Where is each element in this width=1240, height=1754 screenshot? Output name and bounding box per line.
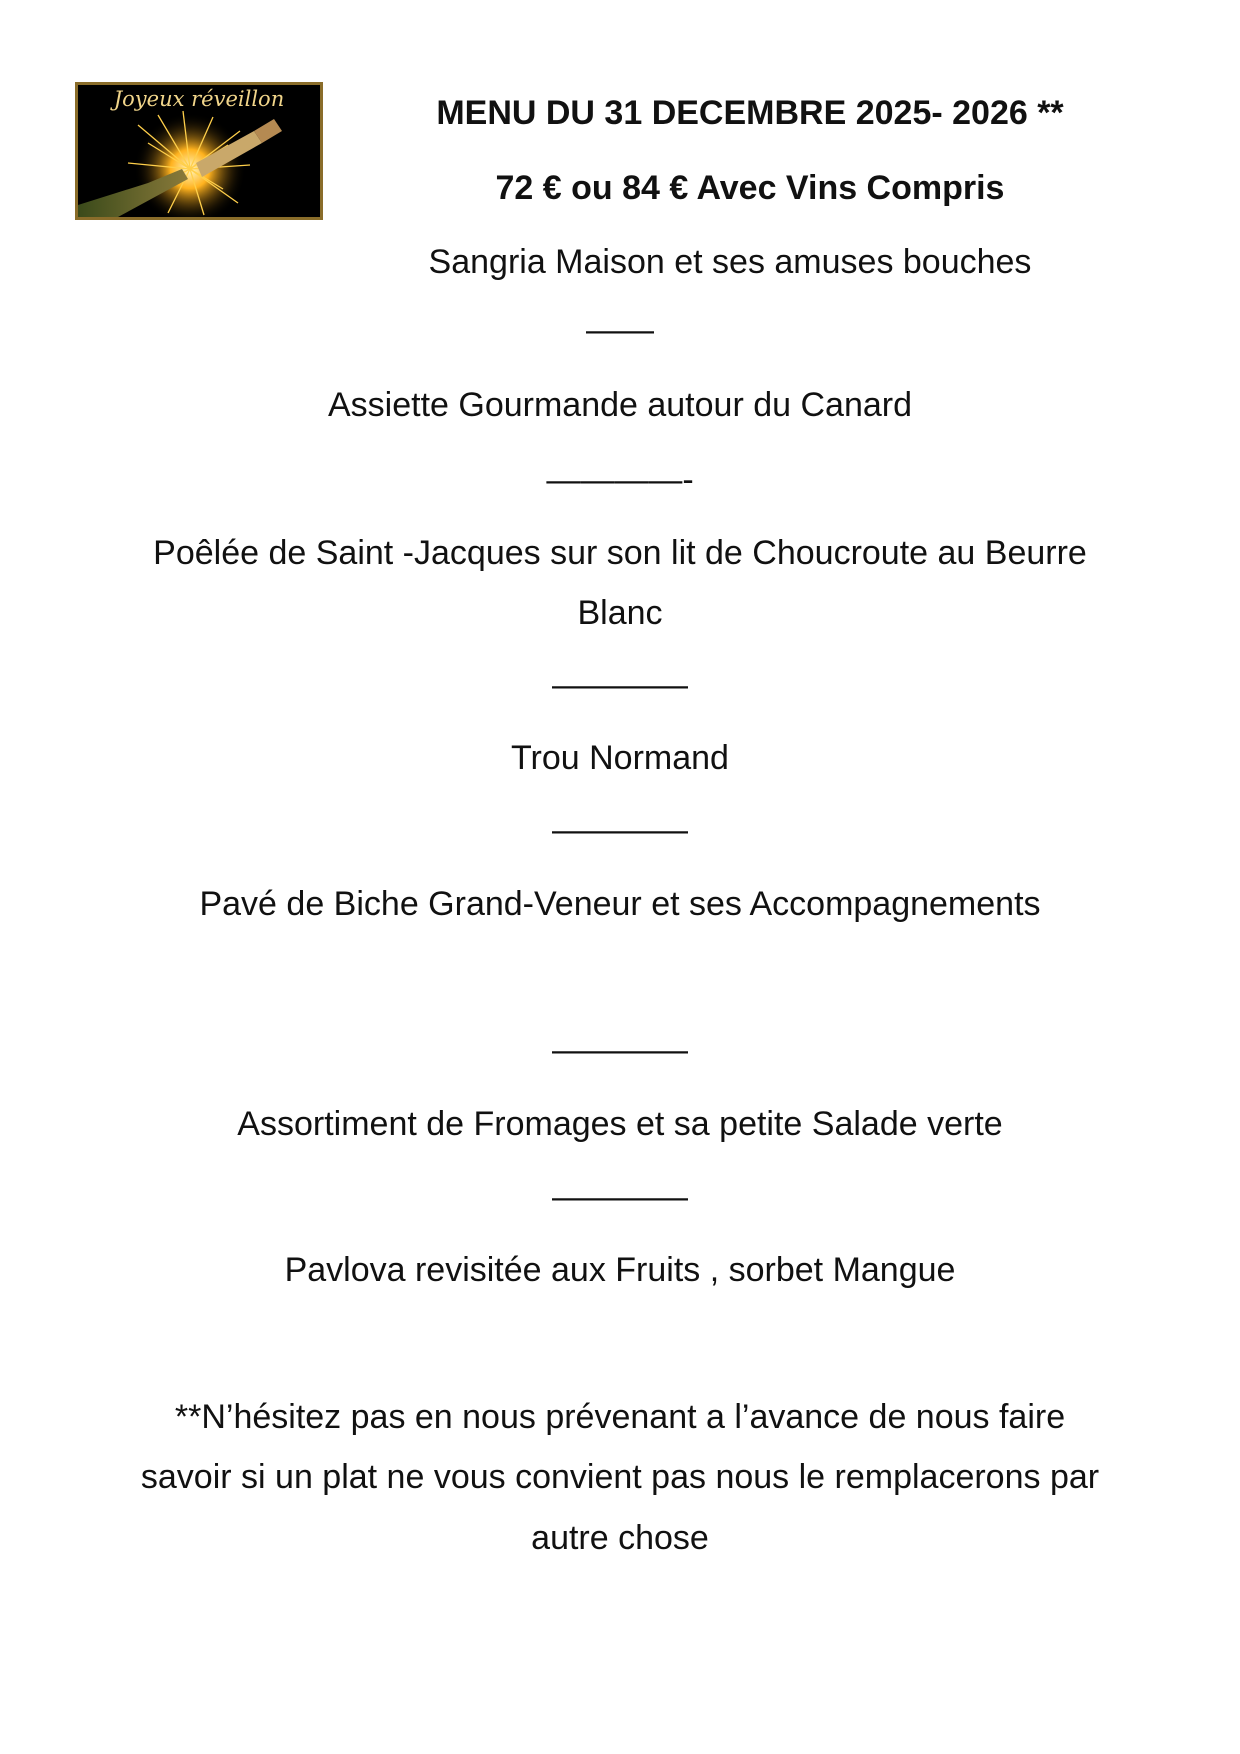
menu-title: MENU DU 31 DECEMBRE 2025- 2026 ** [436, 94, 1064, 132]
badge-title: Joyeux réveillon [113, 87, 285, 111]
note-line1: **N’hésitez pas en nous prévenant a l’avance de nous faire [174, 1398, 1066, 1436]
main-course-item: Pavé de Biche Grand-Veneur et ses Accompagnements [199, 885, 1041, 923]
dessert-item: Pavlova revisitée aux Fruits , sorbet Mangue [284, 1251, 956, 1289]
note-line3: autre chose [531, 1519, 709, 1557]
note-line2: savoir si un plat ne vous convient pas nous le remplacerons par [140, 1458, 1100, 1496]
separator: ———— [552, 1031, 688, 1069]
fish-item-line1: Poêlée de Saint -Jacques sur son lit de Choucroute au Beurre [153, 534, 1087, 572]
aperitif-item: Sangria Maison et ses amuses bouches [428, 243, 1032, 281]
separator: ————- [546, 461, 694, 499]
separator: ———— [552, 811, 688, 849]
separator: ———— [552, 666, 688, 704]
starter-item: Assiette Gourmande autour du Canard [327, 386, 912, 424]
menu-price: 72 € ou 84 € Avec Vins Compris [495, 169, 1005, 207]
fish-item-line2: Blanc [577, 594, 663, 632]
separator: ———— [552, 1178, 688, 1216]
cheese-item: Assortiment de Fromages et sa petite Salade verte [237, 1105, 1003, 1143]
joyeux-reveillon-image [75, 82, 323, 220]
sorbet-item: Trou Normand [511, 739, 729, 777]
separator: —— [586, 311, 654, 349]
